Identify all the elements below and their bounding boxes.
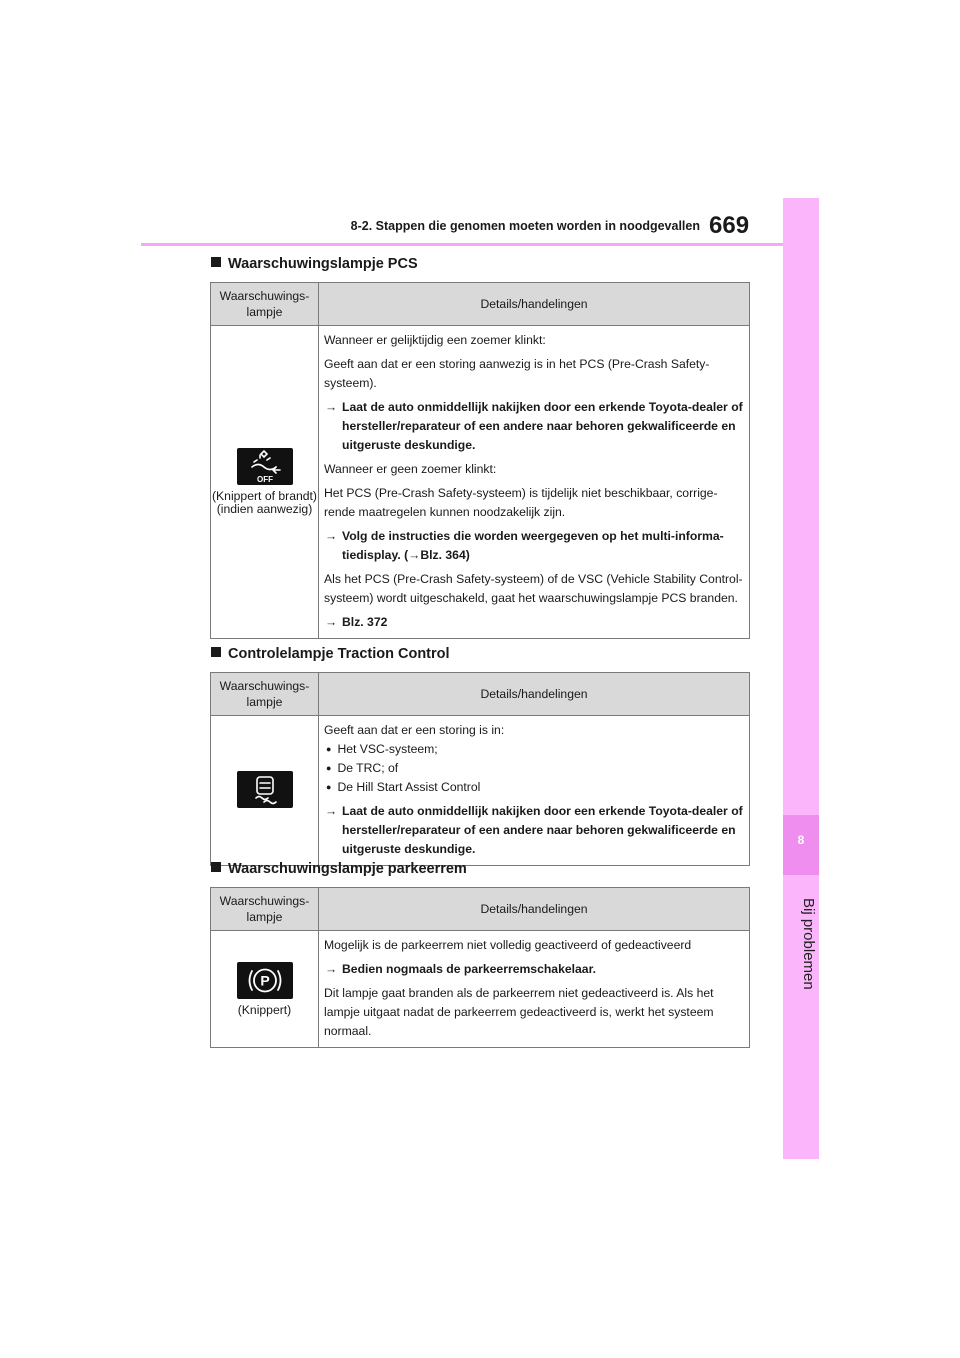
icon-caption: (Knippert) (237, 1002, 292, 1017)
text-para: Wanneer er geen zoemer klinkt: (324, 462, 497, 476)
parking-brake-table (210, 887, 750, 1048)
text-para: Geeft aan dat er een storing aanwezig is in het PCS (Pre-Crash Safety-systeem). (324, 357, 710, 390)
chapter-side-tab (783, 198, 819, 1159)
icon-cell (211, 716, 319, 866)
column-header-lamp: Waarschuwings- lampje (211, 888, 319, 931)
text-para: Wanneer er gelijktijdig een zoemer klinkt: (324, 333, 546, 347)
icon-cell (211, 931, 319, 1048)
column-header-details: Details/handelingen (319, 888, 750, 931)
text-para: Het PCS (Pre-Crash Safety-systeem) is tijdelijk niet beschikbaar, corrigerende maatregelen kunnen noodzakelijk zijn. (324, 486, 718, 519)
list-item: ● De TRC; of (324, 759, 743, 778)
list-item: ● De Hill Start Assist Control (324, 778, 743, 797)
action-line: → Laat de auto onmiddellijk nakijken door een erkende Toyota-dealer of hersteller/reparateur of een andere naar behoren gekwalificeerde en uitgeruste deskundige. (324, 802, 743, 859)
square-bullet-icon (211, 862, 221, 872)
text-para: Dit lampje gaat branden als de parkeerrem niet gedeactiveerd is. Als het lampje uitgaat nadat de parkeerrem gedeactiveerd is, werkt het systeem normaal. (324, 986, 714, 1038)
column-header-details: Details/handelingen (319, 673, 750, 716)
traction-table (210, 672, 750, 866)
chapter-label: Bij problemen (800, 898, 817, 990)
column-header-lamp: Waarschuwings- lampje (211, 283, 319, 326)
page-header: 8-2. Stappen die genomen moeten worden in noodgevallen (350, 219, 700, 233)
icon-cell (211, 326, 319, 639)
text-para: Als het PCS (Pre-Crash Safety-systeem) of de VSC (Vehicle Stability Control-systeem) wordt uitgeschakeld, gaat het waarschuwingslampje PCS branden. (324, 572, 743, 605)
traction-control-icon (237, 771, 293, 808)
table-row (211, 931, 750, 1048)
pcs-off-icon (237, 448, 293, 485)
list-item: ● Het VSC-systeem; (324, 740, 743, 759)
arrow-icon: → (325, 400, 338, 414)
action-line: → Bedien nogmaals de parkeerremschakelaar. (324, 960, 743, 979)
parking-brake-icon (237, 962, 293, 999)
section-title-traction: Controlelampje Traction Control (211, 646, 450, 662)
table-row (211, 326, 750, 639)
square-bullet-icon (211, 257, 221, 267)
table-header-row (211, 888, 750, 931)
arrow-icon: → (325, 529, 338, 543)
details-cell (319, 716, 750, 866)
svg-text:OFF: OFF (256, 475, 273, 484)
details-cell (319, 931, 750, 1048)
section-title-parking-brake: Waarschuwingslampje parkeerrem (211, 861, 467, 877)
page-number: 669 (709, 212, 750, 239)
table-row (211, 716, 750, 866)
column-header-lamp: Waarschuwings- lampje (211, 673, 319, 716)
header-rule (141, 243, 783, 246)
arrow-icon: → (325, 962, 338, 976)
column-header-details: Details/handelingen (319, 283, 750, 326)
table-header-row (211, 283, 750, 326)
chapter-number: 8 (797, 833, 805, 847)
pcs-table (210, 282, 750, 639)
table-header-row (211, 673, 750, 716)
text-para: Geeft aan dat er een storing is in: (324, 723, 505, 737)
action-line: → Laat de auto onmiddellijk nakijken door een erkende Toyota-dealer of hersteller/reparateur of een andere naar behoren gekwalificeerde en uitgeruste deskundige. (324, 398, 743, 455)
svg-text:P: P (259, 972, 270, 988)
action-line: → Blz. 372 (324, 613, 743, 632)
details-cell (319, 326, 750, 639)
action-line: → Volg de instructies die worden weergegeven op het multi-informatiedisplay. (→Blz. 364) (324, 527, 743, 565)
text-para: Mogelijk is de parkeerrem niet volledig geactiveerd of gedeactiveerd (324, 938, 692, 952)
icon-caption: (Knippert of brandt) (indien aanwezig) (211, 489, 317, 516)
section-title-pcs: Waarschuwingslampje PCS (211, 256, 418, 272)
arrow-icon: → (325, 804, 338, 818)
arrow-icon: → (325, 615, 338, 629)
square-bullet-icon (211, 647, 221, 657)
